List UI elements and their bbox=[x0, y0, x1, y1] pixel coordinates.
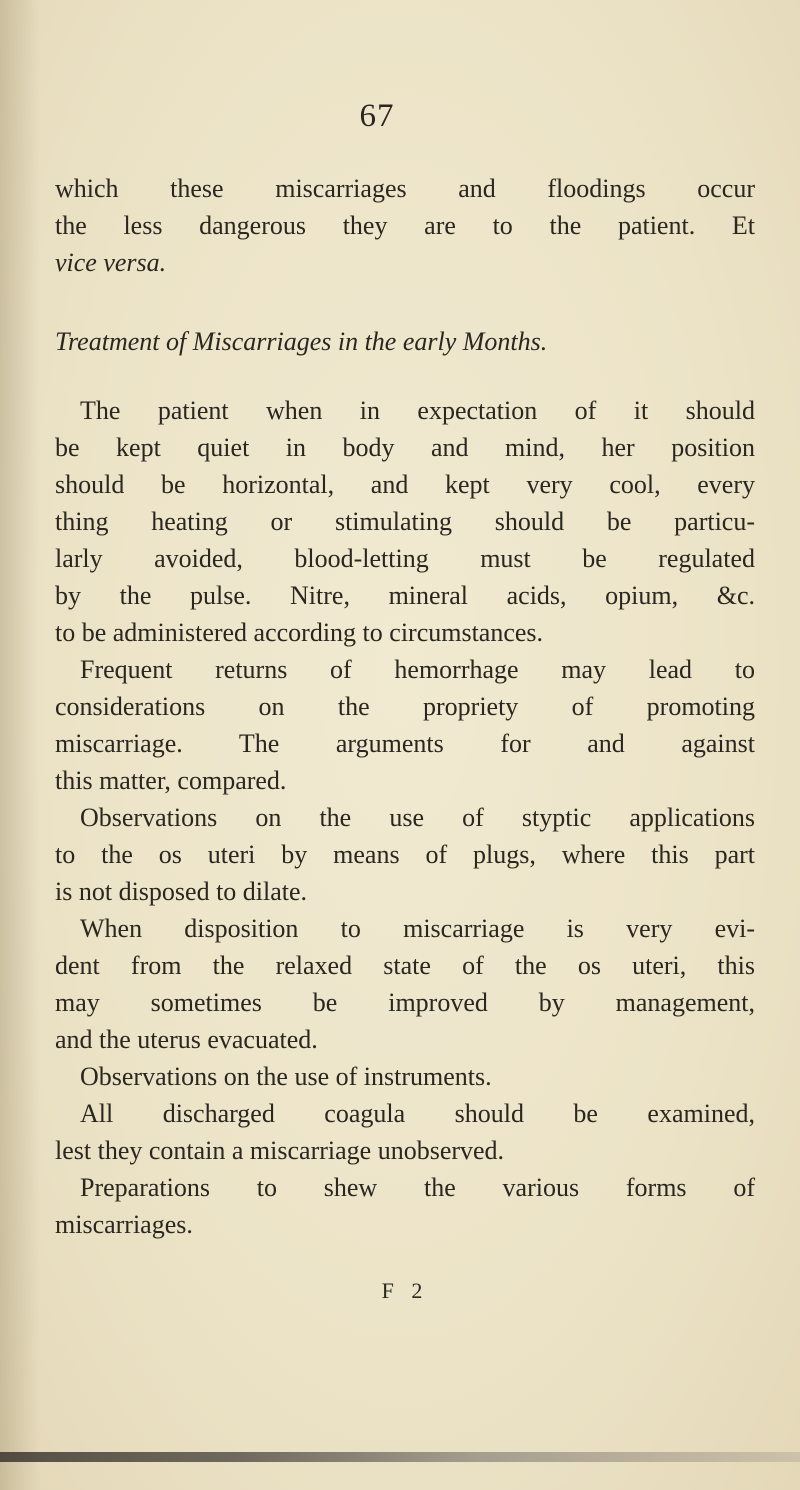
text-line: may sometimes be improved by management, bbox=[55, 988, 755, 1017]
text-line: which these miscarriages and floodings occur bbox=[55, 174, 755, 203]
text-line: should be horizontal, and kept very cool, every bbox=[55, 470, 755, 499]
text-line: miscarriage. The arguments for and against bbox=[55, 729, 755, 758]
text-line: All discharged coagula should be examined, bbox=[80, 1099, 755, 1128]
text-line: When disposition to miscarriage is very evi- bbox=[80, 914, 755, 943]
spine-shadow bbox=[0, 0, 40, 1490]
text-line: is not disposed to dilate. bbox=[55, 877, 308, 906]
text-line: thing heating or stimulating should be particu- bbox=[55, 507, 755, 536]
text-line: by the pulse. Nitre, mineral acids, opium, &c. bbox=[55, 581, 755, 610]
continuation-paragraph bbox=[55, 170, 755, 281]
text-line: larly avoided, blood-letting must be regulated bbox=[55, 544, 755, 573]
text-line: and the uterus evacuated. bbox=[55, 1025, 318, 1054]
text-line: this matter, compared. bbox=[55, 766, 287, 795]
text-line: lest they contain a miscarriage unobserved. bbox=[55, 1136, 505, 1165]
text-line: miscarriages. bbox=[55, 1210, 193, 1239]
text-line: vice versa. bbox=[55, 248, 167, 277]
text-line: Observations on the use of styptic applications bbox=[80, 803, 755, 832]
section-body bbox=[55, 392, 755, 1243]
text-line: dent from the relaxed state of the os uteri, this bbox=[55, 951, 755, 980]
section-heading: Treatment of Miscarriages in the early Months. bbox=[55, 327, 548, 356]
page-edge-rule bbox=[0, 1452, 800, 1462]
text-line: Frequent returns of hemorrhage may lead to bbox=[80, 655, 755, 684]
text-line: the less dangerous they are to the patient. Et bbox=[55, 211, 755, 240]
text-line: be kept quiet in body and mind, her position bbox=[55, 433, 755, 462]
text-line: considerations on the propriety of promoting bbox=[55, 692, 755, 721]
text-line: to be administered according to circumstances. bbox=[55, 618, 544, 647]
signature-mark: F 2 bbox=[381, 1278, 429, 1303]
text-line: to the os uteri by means of plugs, where this part bbox=[55, 840, 755, 869]
text-line: Observations on the use of instruments. bbox=[80, 1062, 492, 1091]
text-line: Preparations to shew the various forms of bbox=[80, 1173, 755, 1202]
text-line: The patient when in expectation of it should bbox=[80, 396, 755, 425]
page-number: 67 bbox=[359, 98, 395, 134]
